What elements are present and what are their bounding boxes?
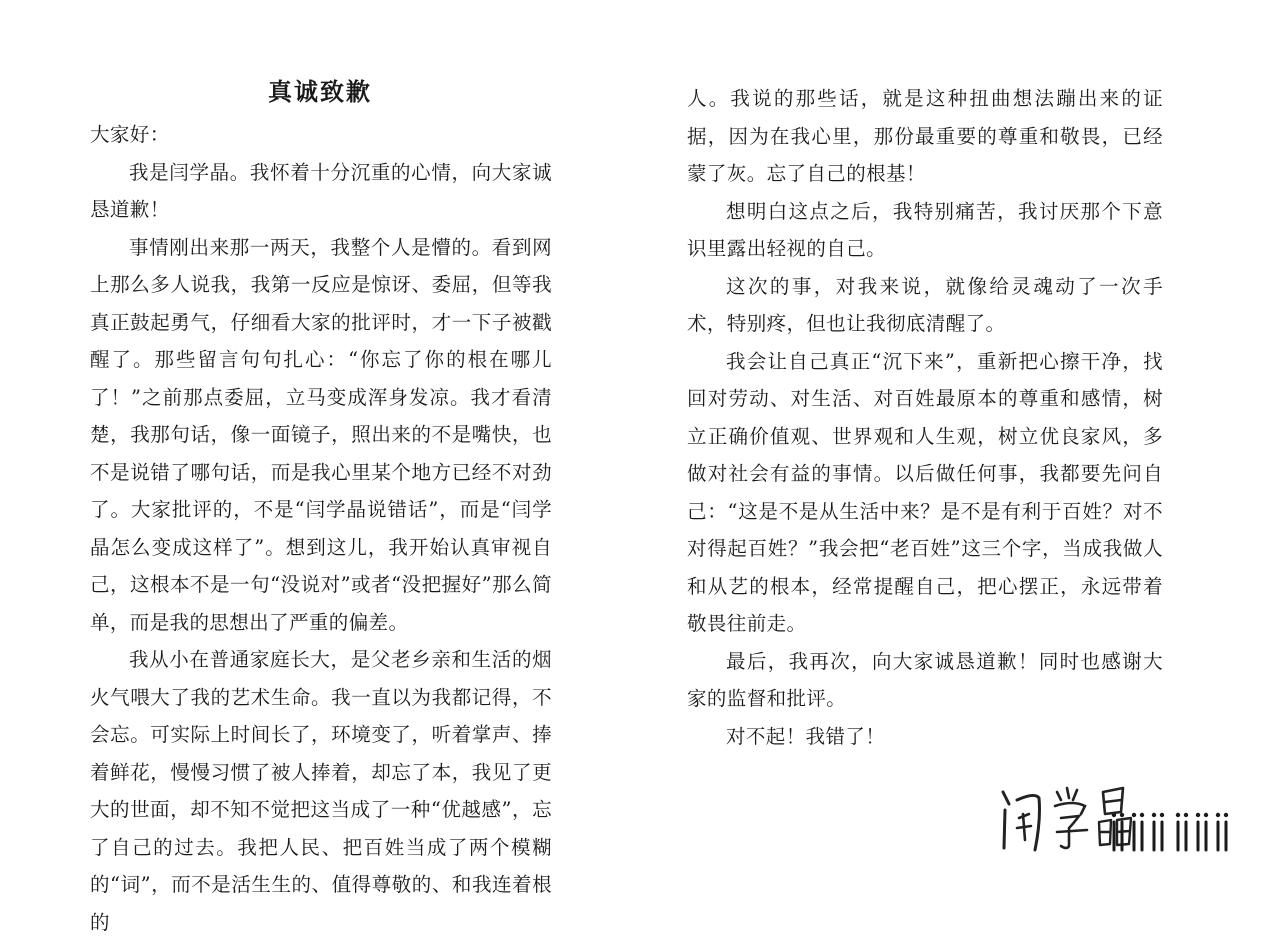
- paragraph: 我是闫学晶。我怀着十分沉重的心情，向大家诚恳道歉！: [90, 160, 552, 221]
- paragraph: 想明白这点之后，我特别痛苦，我讨厌那个下意识里露出轻视的自己。: [687, 199, 1163, 260]
- paragraph: 事情刚出来那一两天，我整个人是懵的。看到网上那么多人说我，我第一反应是惊讶、委屈，但等我真正鼓起勇气，仔细看大家的批评时，才一下子被戳醒了。那些留言句句扎心：“你忘了你的根在哪儿了！”之前那点委屈，立马变成浑身发凉。我才看清楚，我那句话，像一面镜子，照出来的不是嘴快，也不是说错了哪句话，而是我心里某个地方已经不对劲了。大家批评的，不是“闫学晶说错话”，而是“闫学晶怎么变成这样了”。想到这儿，我开始认真审视自己，这根本不是一句“没说对”或者“没把握好”那么简单，而是我的思想出了严重的偏差。: [90, 235, 552, 634]
- left-page: [0, 0, 640, 934]
- paragraph: 对不起！我错了！: [726, 724, 886, 748]
- paragraph: 我从小在普通家庭长大，是父老乡亲和生活的烟火气喂大了我的艺术生命。我一直以为我都记得，不会忘。可实际上时间长了，环境变了，听着掌声、捧着鲜花，慢慢习惯了被人捧着，却忘了本，我见了更大的世面，却不知不觉把这当成了一种“优越感”，忘了自己的过去。我把人民、把百姓当成了两个模糊的“词”，而不是活生生的、值得尊敬的、和我连着根的: [90, 648, 552, 934]
- salutation: 大家好：: [90, 123, 170, 146]
- right-page: [640, 0, 1280, 873]
- paragraph: 最后，我再次，向大家诚恳道歉！同时也感谢大家的监督和批评。: [687, 649, 1163, 710]
- document-title: 真诚致歉: [268, 77, 372, 106]
- paragraph: 这次的事，对我来说，就像给灵魂动了一次手术，特别疼，但也让我彻底清醒了。: [687, 274, 1163, 335]
- paragraph-continued: 人。我说的那些话，就是这种扭曲想法蹦出来的证据，因为在我心里，那份最重要的尊重和敬畏，已经蒙了灰。忘了自己的根基！: [687, 87, 1163, 185]
- paragraph: 我会让自己真正“沉下来”，重新把心擦干净，找回对劳动、对生活、对百姓最原本的尊重和感情，树立正确价值观、世界观和人生观，树立优良家风，多做对社会有益的事情。以后做任何事，我都要先问自己：“这是不是从生活中来？是不是有利于百姓？对不对得起百姓？”我会把“老百姓”这三个字，当成我做人和从艺的根本，经常提醒自己，把心摆正，永远带着敬畏往前走。: [687, 349, 1163, 635]
- left-column-text: [90, 116, 552, 941]
- watermark-glyphs-icon: [1100, 800, 1250, 860]
- watermark: [1100, 800, 1250, 860]
- right-column-text: [687, 80, 1163, 755]
